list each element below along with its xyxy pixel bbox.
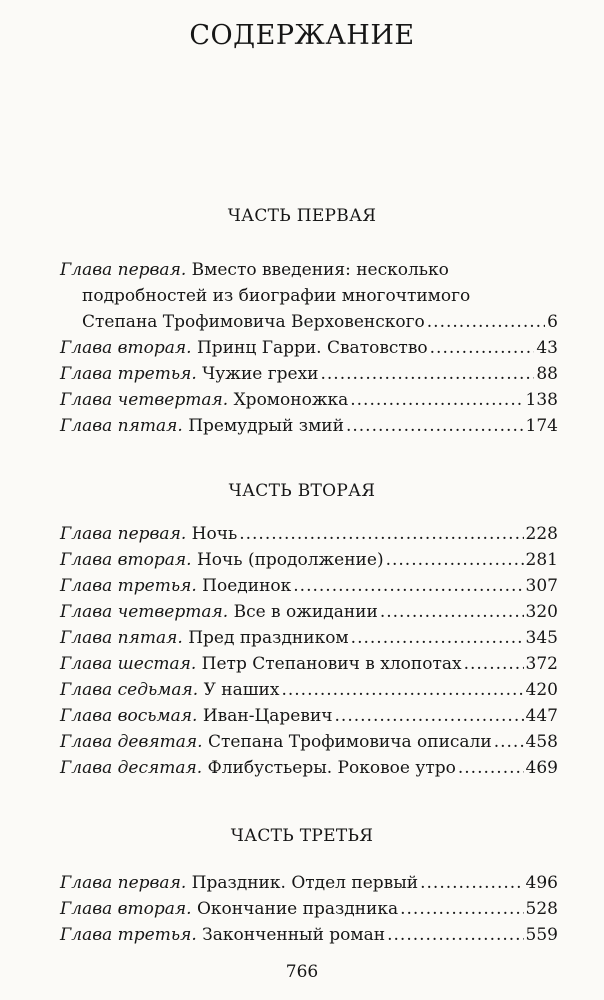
page-ref: 559 [525,925,558,945]
chapter-title: Флибустьеры. Роковое утро [207,758,456,778]
page-ref: 174 [525,416,558,436]
leader-dots [386,547,524,573]
chapter-label: Глава шестая. [60,654,197,674]
page-ref: 88 [536,364,558,384]
chapter-label: Глава десятая. [60,758,203,778]
chapter-title: Законченный роман [202,925,386,945]
leader-dots [458,755,524,781]
chapter-title: Принц Гарри. Сватовство [196,338,428,358]
chapter-title: Поединок [202,576,292,596]
chapter-title: У наших [203,680,280,700]
leader-dots [494,729,524,755]
chapter-title: Чужие грехи [202,364,319,384]
chapter-title-line-3: Степана Трофимовича Верховенского [82,312,425,332]
chapter-label: Глава пятая. [60,416,183,436]
toc-entry[interactable] [60,922,558,948]
part-heading-1: ЧАСТЬ ПЕРВАЯ [227,206,377,226]
chapter-title: Иван-Царевич [202,706,333,726]
chapter-label: Глава восьмая. [60,706,198,726]
page-ref: 6 [547,312,558,332]
chapter-label: Глава девятая. [60,732,203,752]
toc-entry[interactable] [60,335,558,361]
toc-entry[interactable] [60,677,558,703]
page-ref: 469 [525,758,558,778]
leader-dots [351,625,524,651]
page-ref: 420 [525,680,558,700]
chapter-title: Ночь (продолжение) [196,550,384,570]
part-heading-2: ЧАСТЬ ВТОРАЯ [228,481,376,501]
toc-part-2 [60,521,558,781]
chapter-title: Все в ожидании [233,602,378,622]
toc-entry[interactable] [60,729,558,755]
toc-entry[interactable] [60,599,558,625]
chapter-title: Петр Степанович в хлопотах [201,654,462,674]
page-ref: 458 [525,732,558,752]
leader-dots [387,922,523,948]
page-ref: 320 [525,602,558,622]
toc-entry[interactable] [60,870,558,896]
toc-entry[interactable] [60,361,558,387]
leader-dots [400,896,523,922]
page-ref: 43 [536,338,558,358]
chapter-title: Окончание праздника [196,899,399,919]
toc-entry[interactable] [60,651,558,677]
chapter-title: Премудрый змий [188,416,344,436]
chapter-title: Ночь [191,524,238,544]
chapter-label: Глава пятая. [60,628,183,648]
chapter-title: Праздник. Отдел первый [191,873,419,893]
chapter-title-line-2: подробностей из биографии многочтимого [82,286,471,306]
leader-dots [239,521,523,547]
leader-dots [430,335,535,361]
chapter-label: Глава седьмая. [60,680,199,700]
leader-dots [380,599,524,625]
page-number: 766 [285,962,319,982]
chapter-label: Глава первая. [60,524,187,544]
toc-part-1 [60,257,558,439]
chapter-label: Глава четвертая. [60,390,229,410]
toc-entry[interactable] [60,413,558,439]
chapter-title: Хромоножка [233,390,349,410]
page-title: СОДЕРЖАНИЕ [189,20,415,51]
toc-entry[interactable] [60,257,558,335]
leader-dots [427,309,545,335]
leader-dots [321,361,535,387]
leader-dots [420,870,523,896]
chapter-label: Глава вторая. [60,550,192,570]
page-ref: 138 [525,390,558,410]
chapter-title: Пред праздником [188,628,349,648]
toc-entry[interactable] [60,625,558,651]
chapter-title-line-1: Вместо введения: несколько [191,260,449,280]
page-ref: 281 [525,550,558,570]
chapter-label: Глава четвертая. [60,602,229,622]
toc-entry[interactable] [60,521,558,547]
leader-dots [346,413,524,439]
page-ref: 307 [525,576,558,596]
chapter-label: Глава первая. [60,873,187,893]
leader-dots [350,387,523,413]
toc-entry[interactable] [60,547,558,573]
toc-entry[interactable] [60,573,558,599]
page-ref: 496 [525,873,558,893]
toc-entry[interactable] [60,387,558,413]
toc-entry[interactable] [60,755,558,781]
chapter-label: Глава первая. [60,260,187,280]
chapter-label: Глава вторая. [60,899,192,919]
toc-part-3 [60,870,558,948]
leader-dots [293,573,523,599]
chapter-label: Глава вторая. [60,338,192,358]
page-ref: 372 [525,654,558,674]
leader-dots [464,651,524,677]
toc-entry[interactable] [60,896,558,922]
toc-entry[interactable] [60,703,558,729]
page-ref: 345 [525,628,558,648]
chapter-label: Глава третья. [60,576,197,596]
page-ref: 447 [525,706,558,726]
chapter-label: Глава третья. [60,925,197,945]
page-ref: 528 [525,899,558,919]
page-ref: 228 [525,524,558,544]
part-heading-3: ЧАСТЬ ТРЕТЬЯ [230,826,374,846]
chapter-label: Глава третья. [60,364,197,384]
leader-dots [281,677,523,703]
leader-dots [335,703,524,729]
chapter-title: Степана Трофимовича описали [207,732,492,752]
